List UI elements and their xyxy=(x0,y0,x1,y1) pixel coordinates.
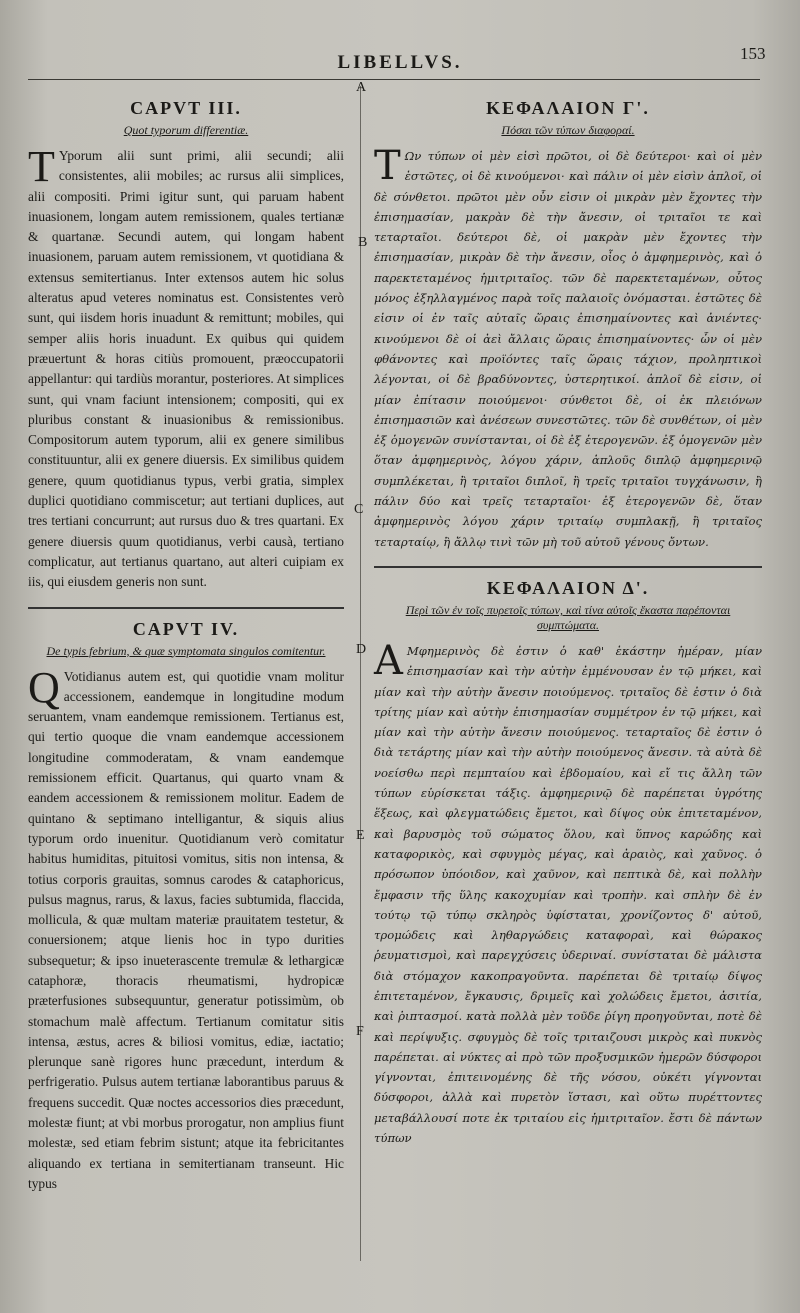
chapter-rule xyxy=(374,566,762,568)
margin-marker-c: C xyxy=(354,502,364,517)
drop-cap: Α xyxy=(374,637,403,684)
drop-cap: T xyxy=(28,142,55,191)
column-divider xyxy=(360,86,361,1261)
running-title: LIBELLVS. xyxy=(337,52,463,73)
greek-chapter-3-text: Τ Ων τύπων οἱ μὲν εἰσὶ πρῶτοι, οἱ δὲ δεύτεροι· καὶ οἱ μὲν ἑστῶτες, οἱ δὲ κινούμενοι· καὶ πάλιν οἱ μὲν εἰσὶν ἁπλοῖ, οἱ δὲ σύνθετοι. πρῶτοι μὲν οὖν εἰσιν οἱ μικρὰν μὲν ἔχοντες τὴν ἐπισημασίαν, μακρὰν δὲ τὴν ἄνεσιν, οἱ τριταῖοι τε καὶ τεταρταῖοι. δεύτεροι δὲ, οἱ μακρὰν μὲν ἔχοντες τὴν ἐπισημασίαν, μικρὰν δὲ τὴν ἄνεσιν, οἷος ὁ ἀμφημερινὸς, καὶ ὁ παρεκτεταμένος ἡμιτριταῖος. τῶν δὲ παρεκτεταμένων, οὗτος μόνος ἐξηλλαγμένος παρὰ τοῖς παλαιοῖς ὀνόμασται. ἑστῶτες δὲ εἰσιν οἱ ἐν ταῖς αὐταῖς ὥραις ἐπισημαίνοντες καὶ ἀνιέντες· κινούμενοι δὲ οἱ ἀεὶ ἄλλαις ὥραις ἐπισημαίνοντες· ὧν οἱ μὲν φθάνοντες καὶ προϊόντες ταῖς ὥραις τάχιον, προληπτικοὶ λέγονται, οἱ δὲ βραδύνοντες, ὑστερητικοί. ἁπλοῖ δὲ εἰσιν, οἱ μίαν ἐπίτασιν ποιούμενοι· σύνθετοι δὲ, οἱ ἐκ πλειόνων ἐπισημασιῶν καὶ ἀνέσεων συνεστῶτες. τῶν δὲ συνθέτων, οἱ μὲν ἐξ ὁμογενῶν συνίστανται, οἱ δὲ ἐξ ἑτερογενῶν. ἐξ ὁμογενῶν μὲν ὅταν ἀμφημερινὸς, λόγου χάριν, ἁπλοῦς διπλῷ ἀμφημερινῷ συμπλέκεται, ἢ τριταῖοι διπλοῖ, ἢ τρεῖς τριταῖοι τυγχάνωσιν, ἢ πάλιν δύο καὶ τρεῖς τεταρταῖοι· ἐξ ἑτερογενῶν δὲ, ὅταν ἀμφημερινὸς λόγου χάριν τριταίῳ συμπλακῇ, ἢ τριταῖος τεταρταίῳ, ἢ ἄλλῳ τινὶ τῶν μὴ τοῦ αὐτοῦ γένους ὄντων. xyxy=(374,143,762,549)
greek-chapter-3-title: ΚΕΦΑΛΑΙΟΝ Γ'. xyxy=(486,98,650,118)
latin-column xyxy=(28,98,344,1194)
drop-cap: Τ xyxy=(374,143,401,189)
margin-marker-a: A xyxy=(356,80,367,95)
latin-chapter-4-subtitle: De typis febrium, & quæ symptomata singulos comitentur. xyxy=(46,643,326,658)
drop-cap: Q xyxy=(28,662,60,712)
margin-marker-e: E xyxy=(356,828,365,843)
page-number: 153 xyxy=(740,44,766,63)
margin-marker-f: F xyxy=(356,1024,364,1039)
greek-chapter-4-title: ΚΕΦΑΛΑΙΟΝ Δ'. xyxy=(486,577,650,598)
margin-marker-d: D xyxy=(356,642,367,657)
latin-chapter-4-title: CAPVT IV. xyxy=(132,618,240,639)
greek-column xyxy=(374,98,762,1148)
latin-chapter-4-text: Q Votidianus autem est, qui quotidie vnam molitur accessionem, eandemque in longitudine modum seruantem, vnam eandemque remissionem. Tertianus est, qui tertio quoque die vnam eandemque accessionem longitudine commoderatam, & vnam eandemque remissionem efficit. Quartanus, qui quarto vnam & eandem accessionem & remissionem molitur. Eadem de quintano & septimano intelligantur, & siquis alius typorum ordo inuenitur. Quotidianum verò comitatur habitus humiditas, pituitosi vomitus, sitis non intensa, & totius corporis grauitas, somnus carodes & cataphoricus, pulsus magnus, rarus, & laxus, facies subtumida, flaccida, mollicula, & quæ multam materiæ prauitatem testetur, & conuersionem; atque lienis hoc in typo durities subsequetur; & ipso inueterascente tremulæ & lethargicæ cataphoræ, thoracis rheumatismi, hydropicæ præterfusiones subsequuntur, generatur potissimùm, ob stomachum malè affectum. Tertianum comitatur sitis intensa, æstus, acres & biliosi vomitus, ediæ, iactatio; plerunque sanè rigores hunc præcedunt, interdum & perfrigeratio. Pulsus autem tertianæ laborantibus paruus & frequens succedit. Quæ noctes accessorios dies præcedunt, molestæ fiunt; at vbi morbus prorogatur, non amplius fiunt molestæ, sed etiam febrim sistunt; atque ita febricitantes aliquando ex tertiana in semitertianam transeunt. Hic typus xyxy=(28,662,344,1191)
header-rule xyxy=(28,79,760,80)
greek-chapter-3-subtitle: Πόσαι τῶν τύπων διαφοραί. xyxy=(501,123,635,137)
greek-chapter-4-text: Α Μφημερινὸς δὲ ἐστιν ὁ καθ' ἑκάστην ἡμέραν, μίαν ἐπισημασίαν καὶ τὴν αὐτὴν ἐμμένουσαν ἐν τῷ μήκει, καὶ μίαν καὶ τὴν αὐτὴν ἄνεσιν ποιούμενος. τριταῖος δὲ ἐστιν ὁ διὰ τρίτης μίαν καὶ αὐτὴν ἐπισημασίαν συμμέτρον ἐν τῷ μήκει, καὶ μίαν καὶ τὴν αὐτὴν ἄνεσιν ποιούμενος. τεταρταῖος δὲ ἐστιν ὁ διὰ τετάρτης μίαν καὶ τὴν αὐτὴν ποιούμενος ἄνεσιν. τὰ αὐτὰ δὲ νοείσθω περὶ πεμπταίου καὶ ἑβδομαίου, καὶ εἴ τις ἄλλη τῶν τύπων εὑρίσκεται τάξις. ἀμφημερινῷ δὲ παρέπεται ὑγρότης ἕξεως, καὶ φλεγματώδεις ἔμετοι, καὶ δίψος οὐκ ἐπιτεταμένον, καὶ βαρυσμὸς τοῦ σώματος ὅλου, καὶ ὕπνος καρώδης καὶ καταφορικὸς, καὶ σφυγμὸς μέγας, καὶ ἀραιὸς, καὶ χαῦνος. ὁ πρόσωπον ὑπόοιδον, καὶ χαῦνον, καὶ πεπτικὰ δὲ, καὶ πολλὴν ἔμφασιν τῆς ὕλης κακοχυμίαν καὶ τροπὴν. καὶ σπλὴν δὲ ἐν τούτῳ τῷ τύπῳ σκληρὸς ὑφίσταται, χρονίζοντος δ' αὐτοῦ, τρομώδεις καὶ ληθαργώδεις καταφοραὶ, καὶ θώρακος ῥευματισμοὶ, καὶ παρεγχύσεις ὑδεριναί. συνίσταται δὲ μάλιστα διὰ στόμαχον κακοπραγοῦντα. παρέπεται δὲ τριταίῳ δίψος ἐπιτεταμένον, ἔγκαυσις, δριμεῖς καὶ χολώδεις ἔμετοι, ἀσιτία, καὶ ῥιπτασμοί. κατὰ πολλὰ μὲν τοῦδε ῥίγη προηγοῦνται, ποτὲ δὲ καὶ περίψυξις. σφυγμὸς δὲ τοῖς τριταιζουσι μικρὸς καὶ πυκνὸς παρέπεται. αἱ νύκτες αἱ πρὸ τῶν προξυσμικῶν ἡμερῶν δύσφοροι γίγνονται, ἐπιτεινομένης δὲ τῆς νόσου, οὐκέτι γίγνονται δύσφοροι, ἀλλὰ καὶ πυρετὸν ἵστασι, καὶ οὕτω πυρέττοντες μεταβάλλουσί ποτε ἐκ τριταίου εἰς ἡμιτριταῖον. ἔστι δὲ πάντων τύπων xyxy=(374,637,762,1146)
chapter-rule xyxy=(28,607,344,609)
latin-chapter-3-title: CAPVT III. xyxy=(130,98,242,118)
margin-marker-b: B xyxy=(358,235,368,250)
greek-chapter-4-subtitle: Περὶ τῶν ἐν τοῖς πυρετοῖς τύπων, καὶ τίνα αὐτοῖς ἕκαστα παρέπονται συμπτώματα. xyxy=(405,602,731,632)
latin-chapter-3-text: T Yporum alii sunt primi, alii secundi; alii consistentes, alii mobiles; ac rursus alii simplices, alii compositi. Primi igitur sunt, qui paruam habent inuasionem, longam autem remissionem, quales tertianæ & quartanæ. Secundi autem, qui longam habent inuasionem, paruam autem remissionem, vt quotidiana & extensus semitertianus. Inter extensos autem hic solus alteratus apud veteres nominatus est. Consistentes verò sunt, qui iisdem horis inuadunt & remittunt; mobiles, qui semper aliis horis inuadunt. Ex quibus qui quidem præuertunt & horas citiùs promouent, præoccupatorii appellantur: qui tardiùs morantur, posteriores. At simplices sunt, qui vnam faciunt intensionem; compositi, qui ex pluribus constant & inuasionibus & remissionibus. Compositorum autem typorum, alii ex genere similibus constituuntur, alii ex genere diuersis. Ex similibus quidem genere, quum quotidianus typus, verbi gratia, simplex duplici quotidiano commiscetur; aut tertiani duplices, aut tres tertiani concurrunt; aut rursus duo & tres quartani. Ex genere diuersis quum quotidianus, verbi causà, tertiano complicatur, aut tertianus quartano, aut alteri cuipiam ex iis, qui eiusdem generis non sunt. xyxy=(28,142,344,590)
latin-chapter-3-subtitle: Quot typorum differentiæ. xyxy=(123,123,249,137)
